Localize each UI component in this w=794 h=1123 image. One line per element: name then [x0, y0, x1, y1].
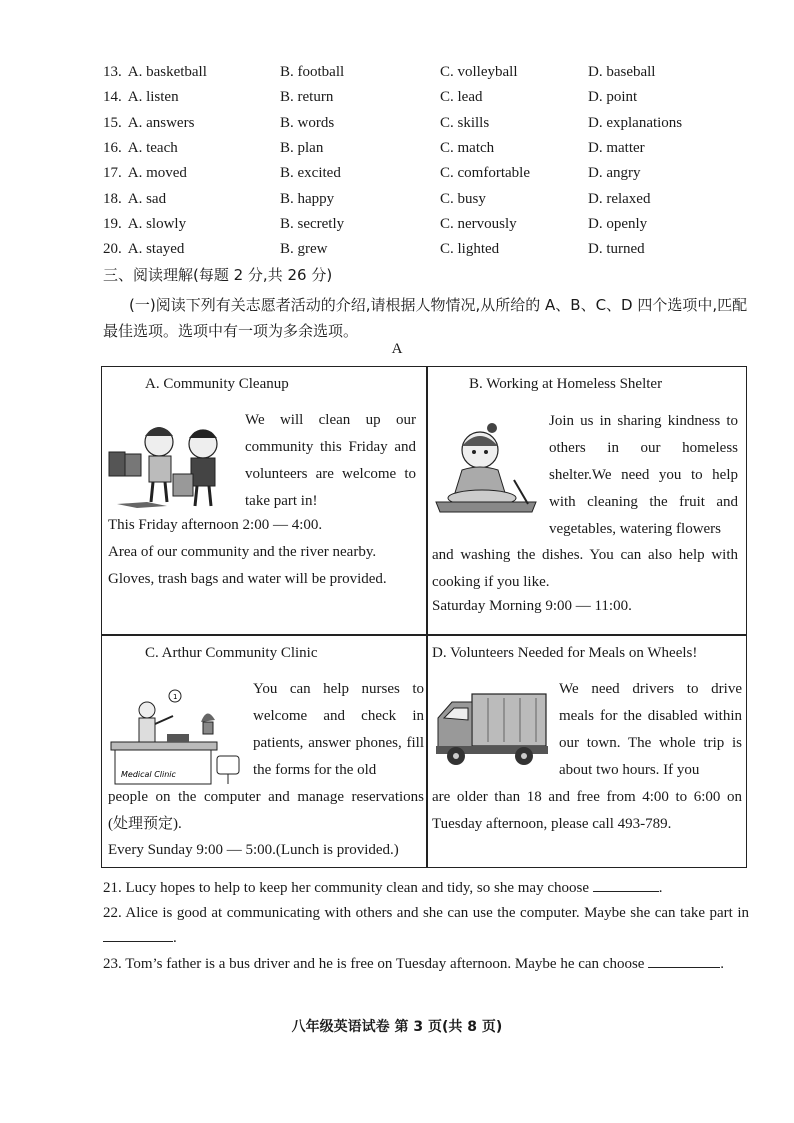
question-number: 17.: [103, 165, 122, 182]
table-divider-horizontal: [101, 634, 747, 636]
card-a-area: Area of our community and the river nearby.: [108, 544, 377, 560]
table-divider-vertical: [426, 366, 428, 868]
card-d-body: We need drivers to drive meals for the disabled within our town. The whole trip is about two hours. If you: [559, 681, 742, 778]
choice-row: [0, 140, 794, 164]
option-b: B. words: [280, 114, 335, 131]
option-d: D. matter: [588, 139, 645, 156]
option-a: [103, 191, 166, 208]
option-a: [103, 115, 194, 132]
option-c: C. volleyball: [440, 64, 518, 80]
option-b: B. football: [280, 64, 345, 80]
option-c: C. busy: [440, 190, 486, 207]
option-b: B. grew: [280, 241, 328, 258]
girl-washing-illustration: [432, 420, 544, 518]
question-text: Lucy hopes to help to keep her community clean and tidy, so she may choose: [125, 880, 589, 896]
card-c-body: You can help nurses to welcome and check in patients, answer phones, fill the forms for the old: [253, 681, 424, 778]
option-a-label: A. slowly: [127, 215, 187, 232]
choice-row: [0, 191, 794, 215]
option-a: [103, 165, 187, 182]
option-c: C. lead: [440, 89, 483, 106]
answer-blank[interactable]: [593, 877, 659, 892]
option-c: C. nervously: [440, 215, 517, 232]
question-end: .: [173, 930, 177, 946]
question-21: [103, 876, 749, 901]
option-a-label: A. listen: [127, 89, 179, 106]
choice-row: [0, 115, 794, 139]
option-a: [103, 89, 179, 106]
option-b: B. happy: [280, 190, 335, 207]
passage-label: A: [391, 341, 403, 357]
option-d: D. point: [588, 89, 638, 106]
choice-row: [0, 216, 794, 240]
option-d: D. explanations: [588, 114, 683, 131]
option-a: [103, 216, 186, 233]
question-text: Tom’s father is a bus driver and he is free on Tuesday afternoon. Maybe he can choose: [125, 956, 645, 972]
option-a: [103, 241, 184, 258]
card-c-body-continued: people on the computer and manage reservations (处理预定).: [108, 789, 424, 832]
card-b-time: Saturday Morning 9:00 — 11:00.: [432, 598, 632, 614]
svg-text:1: 1: [173, 693, 178, 701]
option-d: D. turned: [588, 241, 645, 258]
section-title: 三、阅读理解(每题 2 分,共 26 分): [103, 266, 333, 284]
option-a: [103, 140, 178, 157]
card-a-time: This Friday afternoon 2:00 — 4:00.: [108, 517, 323, 533]
card-d-body-continued: are older than 18 and free from 4:00 to 6:00 on Tuesday afternoon, please call 493-789.: [432, 789, 742, 832]
choice-row: [0, 241, 794, 265]
question-text: Alice is good at communicating with others and she can use the computer. Maybe she can take part in: [125, 905, 749, 921]
choice-row: [0, 89, 794, 113]
option-a-label: A. answers: [127, 114, 195, 131]
card-a-supplies: Gloves, trash bags and water will be provided.: [108, 571, 387, 587]
option-d: D. angry: [588, 165, 641, 182]
option-d: D. openly: [588, 215, 648, 232]
question-number: 18.: [103, 190, 122, 207]
question-number: 15.: [103, 114, 122, 131]
option-b: B. plan: [280, 139, 324, 156]
question-number: 22.: [103, 905, 122, 921]
card-d-title: D. Volunteers Needed for Meals on Wheels!: [432, 645, 698, 661]
delivery-truck-illustration: [432, 688, 550, 770]
option-d: D. baseball: [588, 64, 656, 80]
card-b-body: Join us in sharing kindness to others in our homeless shelter.We need you to help with cleaning the fruit and vegetables, watering flowers: [549, 413, 738, 537]
question-22: [103, 901, 749, 951]
question-23: [103, 952, 749, 977]
option-c: C. comfortable: [440, 165, 530, 182]
card-c-title: C. Arthur Community Clinic: [145, 645, 318, 661]
option-a-label: A. sad: [127, 190, 167, 207]
question-number: 16.: [103, 139, 122, 156]
option-a-label: A. teach: [127, 139, 178, 156]
choice-row: [0, 165, 794, 189]
option-c: C. match: [440, 139, 495, 156]
card-b-title: B. Working at Homeless Shelter: [469, 376, 663, 392]
option-b: B. excited: [280, 165, 341, 182]
clinic-desk-illustration: [107, 686, 245, 786]
question-number: 20.: [103, 241, 122, 258]
answer-blank[interactable]: [103, 927, 173, 942]
option-b: B. return: [280, 89, 334, 106]
choice-row: [0, 64, 794, 88]
question-end: .: [658, 880, 663, 896]
option-d: D. relaxed: [588, 190, 651, 207]
card-c-time: Every Sunday 9:00 — 5:00.(Lunch is provided.): [108, 842, 399, 858]
kids-cleaning-illustration: [107, 414, 237, 510]
question-number: 13.: [103, 64, 122, 80]
option-b: B. secretly: [280, 215, 345, 232]
card-a-body: We will clean up our community this Friday and volunteers are welcome to take part in!: [245, 412, 416, 509]
question-end: .: [720, 956, 724, 972]
card-a-title: A. Community Cleanup: [145, 376, 289, 392]
clinic-sign-text: Medical Clinic: [121, 770, 176, 779]
option-a-label: A. moved: [127, 165, 187, 182]
question-number: 14.: [103, 89, 122, 106]
card-b-body-continued: and washing the dishes. You can also help with cooking if you like.: [432, 547, 738, 590]
question-number: 21.: [103, 880, 122, 896]
option-c: C. skills: [440, 114, 490, 131]
option-a-label: A. stayed: [127, 241, 185, 258]
question-number: 23.: [103, 956, 122, 972]
question-number: 19.: [103, 215, 122, 232]
option-c: C. lighted: [440, 241, 500, 258]
section-instruction: (一)阅读下列有关志愿者活动的介绍,请根据人物情况,从所给的 A、B、C、D 四个选项中,匹配最佳选项。选项中有一项为多余选项。: [103, 296, 748, 340]
answer-blank[interactable]: [648, 953, 720, 968]
option-a: [103, 64, 207, 81]
page-footer: 八年级英语试卷 第 3 页(共 8 页): [291, 1019, 503, 1035]
option-a-label: A. basketball: [127, 64, 207, 80]
